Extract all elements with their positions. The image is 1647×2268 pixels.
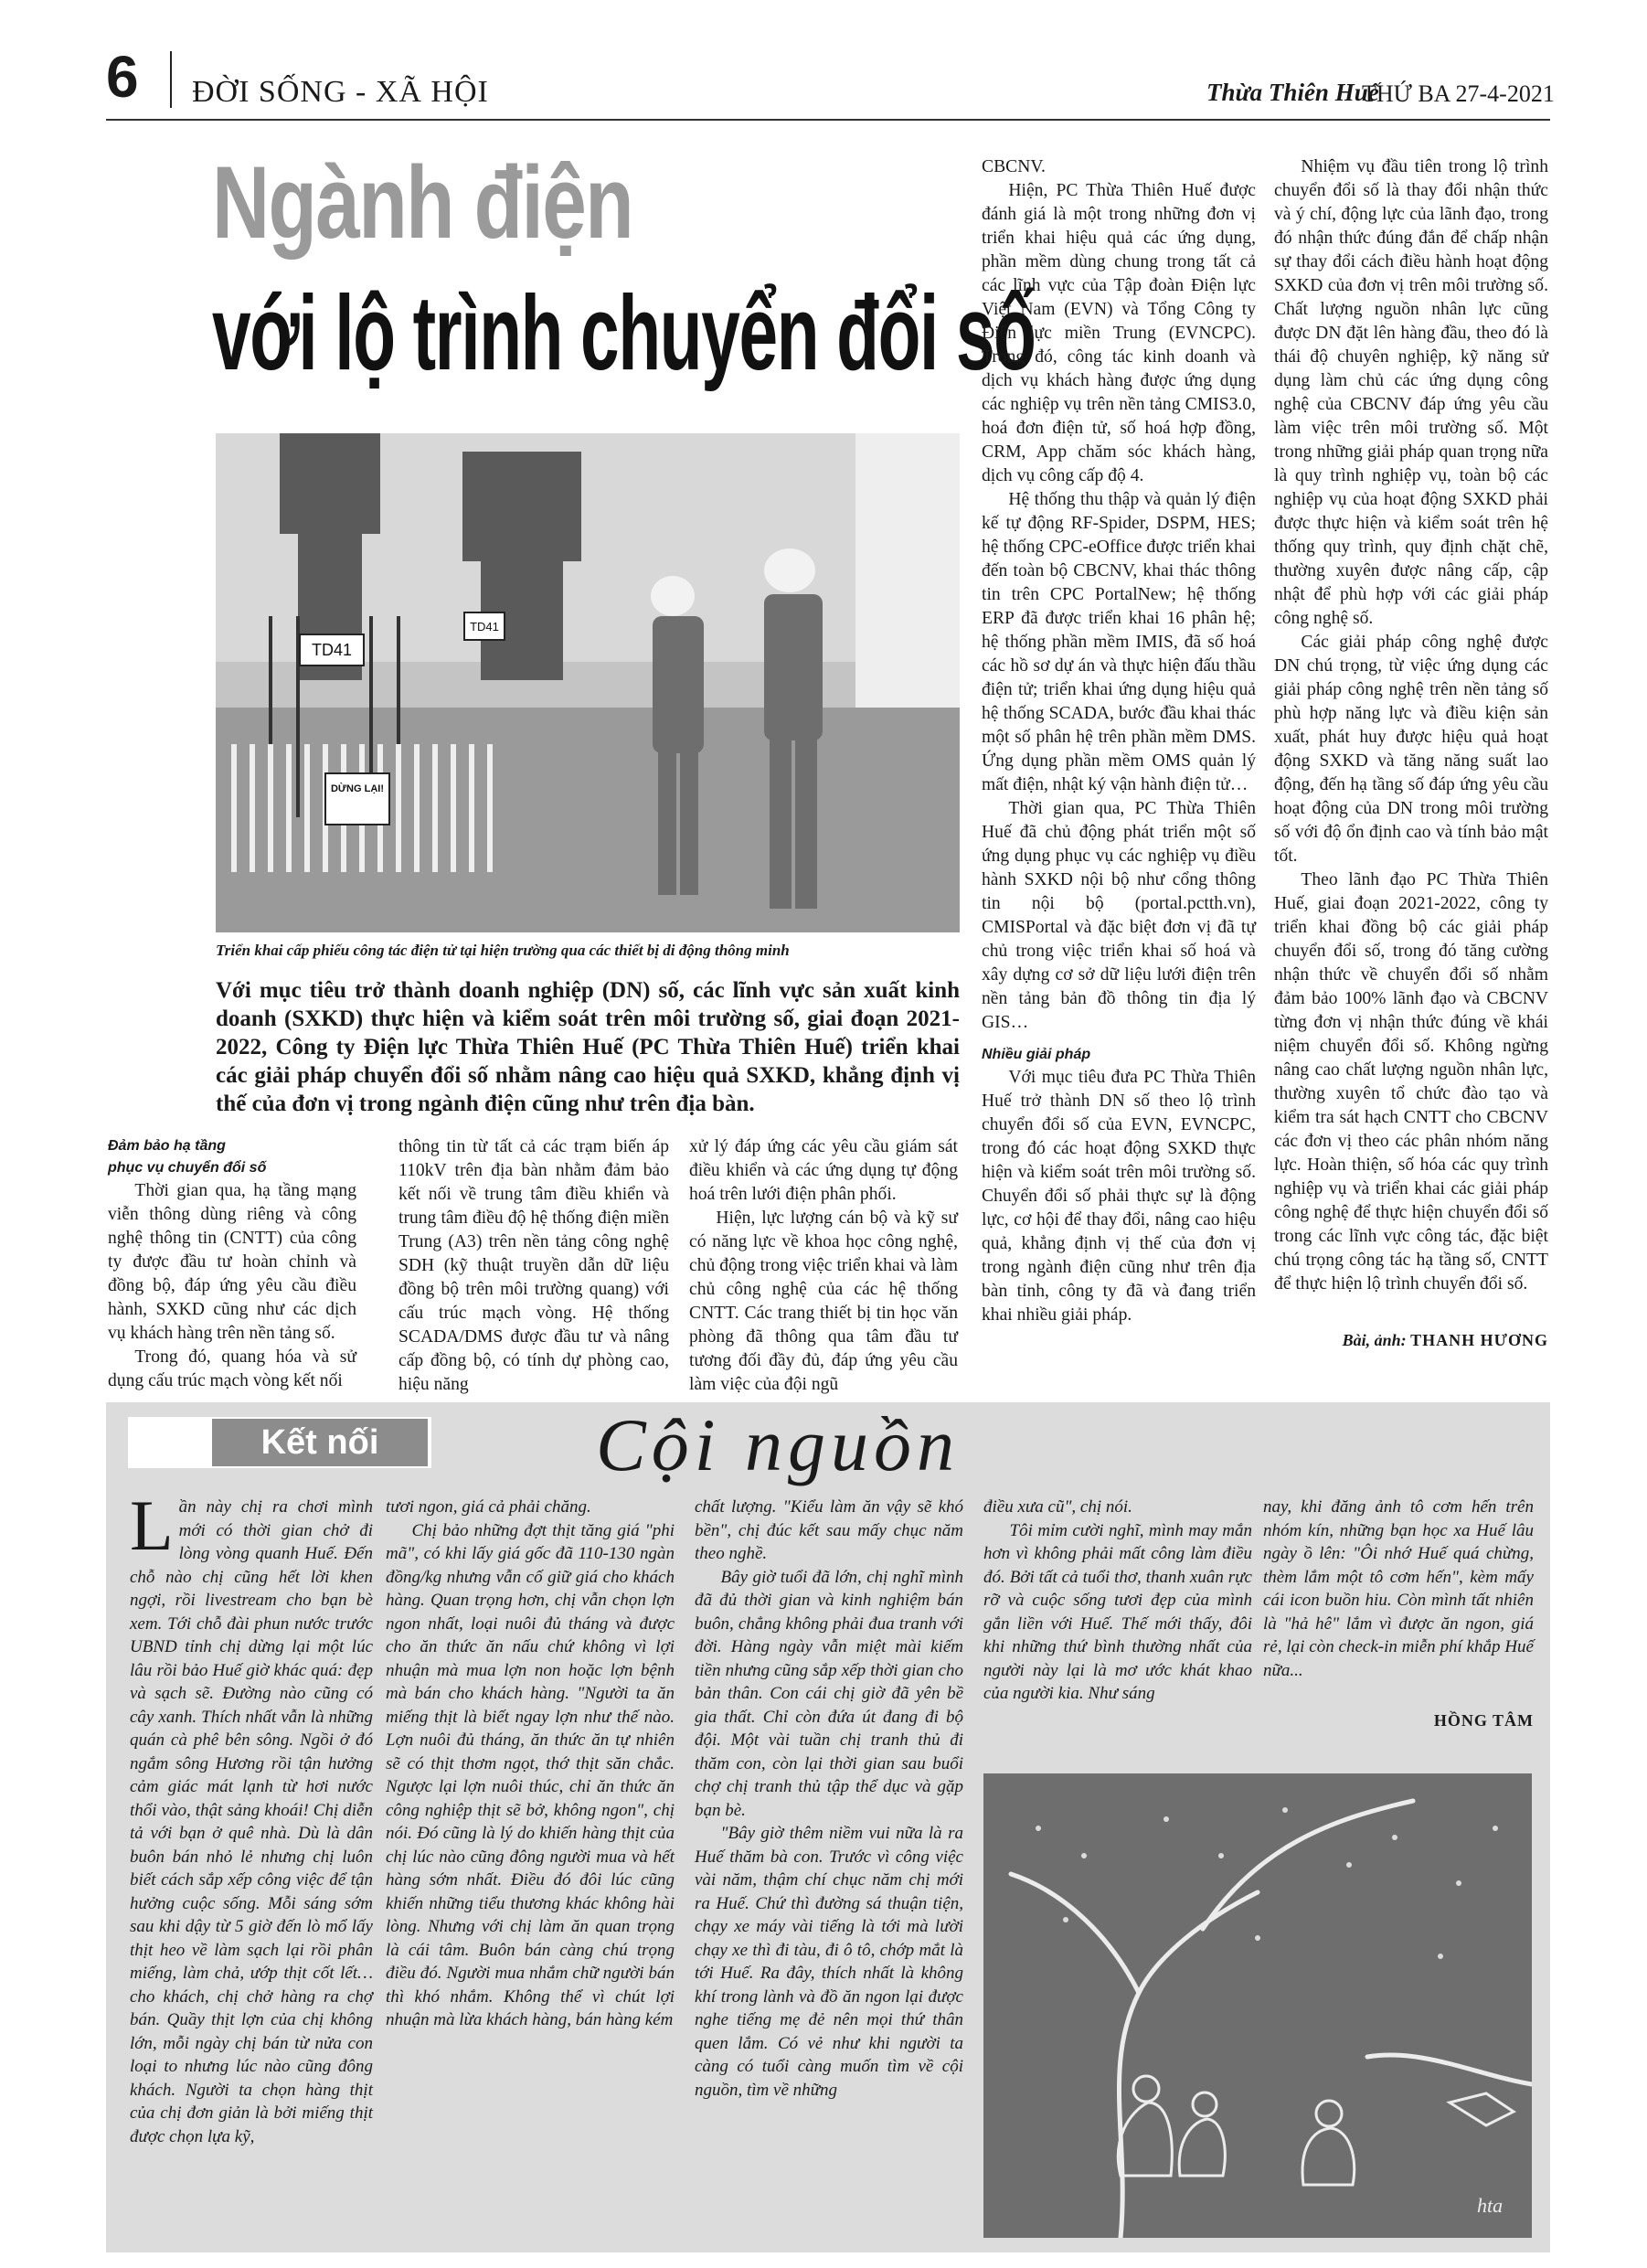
paragraph: ần này chị ra chơi mình mới có thời gian chở đi lòng vòng quanh Huế. Đến chỗ nào chị cũng hết lời khen ngợi, rồi livestream cho bạn bè xem. Tới chỗ đài phun nước trước UBND tỉnh chị dừng lại một lúc lâu rồi bảo Huế giờ khác quá: đẹp và sạch sẽ. Đường nào cũng có cây xanh. Thích nhất vẫn là những quán cà phê bên sông. Ngồi ở đó ngắm sông Hương rồi tận hưởng cảm giác mát lạnh từ hơi nước thổi vào, thật sảng khoái! Chị diễn tả với bạn ở quê nhà. Dù là dân buôn bán nhỏ lẻ nhưng chị luôn biết cách sắp xếp công việc để tận hưởng cuộc sống. Mỗi sáng sớm sau khi dậy từ 5 giờ đến lò mổ lấy thịt heo về làm sạch lại rồi phân miếng, làm chả, ướp thịt cốt lết… cho khách, chị chở hàng ra chợ bán. Quầy thịt lợn của chị không lớn, mỗi ngày chị bán từ nửa con loại to nhưng lúc nào cũng đông khách. Người ta chọn hàng thịt của chị đơn giản là bởi miếng thịt được chọn lựa kỹ, [130, 1497, 373, 2146]
feature-column-3 [695, 1496, 963, 2102]
subheading-1-line-1: Đảm bảo hạ tầng [108, 1138, 226, 1154]
feature-column-5 [1263, 1496, 1534, 1682]
article-column-2 [398, 1135, 669, 1397]
paragraph: Hiện, PC Thừa Thiên Huế được đánh giá là một trong những đơn vị triển khai hiệu quả các ứng dụng, phần mềm dùng chung trong tất cả các lĩnh vực của Tập đoàn Điện lực Việt Nam (EVN) và Tổng Công ty Điện lực miền Trung (EVNCPC). Trong đó, công tác kinh doanh và dịch vụ khách hàng được ứng dụng các nghiệp vụ trên nền tảng CMIS3.0, hoá đơn điện tử, số hoá hợp đồng, CRM, App chăm sóc khách hàng, dịch vụ công cấp độ 4. [982, 181, 1256, 485]
article-photo [216, 433, 960, 932]
paragraph: chất lượng. "Kiểu làm ăn vậy sẽ khó bền", chị đúc kết sau mấy chục năm theo nghề. [695, 1497, 963, 1563]
article-lead: Với mục tiêu trở thành doanh nghiệp (DN) số, các lĩnh vực sản xuất kinh doanh (SXKD) thực hiện và kiểm soát trên môi trường số, giai đoạn 2021-2022, Công ty Điện lực Thừa Thiên Huế (PC Thừa Thiên Huế) triển khai các giải pháp chuyển đổi số nhằm nâng cao hiệu quả SXKD, khẳng định vị thế của đơn vị trong ngành điện cũng như trên địa bàn. [216, 978, 960, 1116]
section-title: ĐỜI SỐNG - XÃ HỘI [192, 75, 489, 109]
paragraph: xử lý đáp ứng các yêu cầu giám sát điều khiển và các ứng dụng tự động hoá trên lưới điện phân phối. [689, 1137, 958, 1204]
paragraph: Trong đó, quang hóa và sử dụng cấu trúc mạch vòng kết nối [108, 1347, 356, 1390]
article-column-5 [1274, 155, 1548, 1296]
article-column-4 [982, 155, 1256, 1327]
paragraph: Thời gian qua, hạ tầng mạng viễn thông dùng riêng và công nghệ thông tin (CNTT) của công ty được đầu tư hoàn chỉnh và đồng bộ, đáp ứng yêu cầu điều hành, SXKD cũng như các dịch vụ khách hàng trên nền tảng số. [108, 1181, 356, 1343]
paragraph: Với mục tiêu đưa PC Thừa Thiên Huế trở thành DN số theo lộ trình chuyển đổi số của EVN, EVNCPC, trong đó các hoạt động SXKD thực hiện và kiểm soát trên môi trường số. Chuyển đổi số phải thực sự là động lực, cơ hội để thay đổi, nâng cao hiệu quả, khẳng định vị thế của đơn vị trong ngành điện cũng như trên địa bàn tỉnh, công ty đã và đang triển khai nhiều giải pháp. [982, 1068, 1256, 1325]
illustration-signature: hta [1477, 2194, 1504, 2217]
photo-caption: Triển khai cấp phiếu công tác điện tử tại hiện trường qua các thiết bị di động thông minh [216, 942, 790, 959]
subheading-2: Nhiều giải pháp [982, 1047, 1091, 1062]
headline-line-1: Ngành điện [212, 145, 633, 260]
feature-column-2 [386, 1496, 675, 2032]
article-byline [1307, 1331, 1548, 1350]
headline-line-2: với lộ trình chuyển đổi số [212, 273, 1036, 392]
paragraph: Các giải pháp công nghệ được DN chú trọng, từ việc ứng dụng các giải pháp công nghệ trên nền tảng số phù hợp năng lực và điều kiện sản xuất, phát huy được hiệu quả hoạt động SXKD và tăng năng suất lao động, đến hạ tầng số đáp ứng yêu cầu hoạt động của DN trong môi trường số với độ ổn định cao và tính bảo mật tốt. [1274, 633, 1548, 866]
paragraph: Hiện, lực lượng cán bộ và kỹ sư có năng lực về khoa học công nghệ, chủ động trong việc triển khai và làm chủ công nghệ của các hệ thống CNTT. Các trang thiết bị tin học văn phòng đã thông qua tâm đầu tư tương đối đầy đủ, đáp ứng yêu cầu làm việc của đội ngũ [689, 1209, 958, 1394]
feature-author: HỒNG TÂM [1433, 1711, 1534, 1730]
feature-column-4 [983, 1496, 1252, 1706]
feature-column-1 [130, 1485, 373, 2148]
feature-tag: Kết nối [260, 1423, 379, 1462]
photo-sign-1: TD41 [311, 641, 353, 659]
paragraph: Theo lãnh đạo PC Thừa Thiên Huế, giai đoạn 2021-2022, công ty triển khai đồng bộ các giải pháp chuyển đổi số, trong đó tăng cường nhận thức về chuyển đổi số nhằm đảm bảo 100% lãnh đạo và CBCNV từng đơn vị nhận thức đúng về khái niệm chuyển đổi số. Không ngừng nâng cao chất lượng nguồn nhân lực, thường xuyên tổ chức đào tạo và kiểm tra sát hạch CNTT cho CBCNV các đơn vị theo các phân nhóm năng lực. Hoàn thiện, số hóa các quy trình nghiệp vụ và triển khai các giải pháp công nghệ để thực hiện chuyển đổi số trong các lĩnh vực công tác, đặc biệt chú trọng công tác hạ tầng số, CNTT để thực hiện lộ trình chuyển đổi số. [1274, 870, 1548, 1294]
paragraph: nay, khi đăng ảnh tô cơm hến trên nhóm kín, những bạn học xa Huế lâu ngày ồ lên: "Ôi nhớ Huế quá chừng, thèm lắm một tô cơm hến", kèm mấy cái icon buồn hiu. Còn mình tất nhiên là "hả hê" lắm vì được ăn ngon, giá rẻ, lại còn check-in miễn phí khắp Huế nữa... [1263, 1497, 1534, 1680]
paragraph: Bây giờ tuổi đã lớn, chị nghĩ mình đã đủ thời gian và kinh nghiệm bán buôn, chẳng không phải đua tranh với đời. Hàng ngày vẫn miệt mài kiếm tiền nhưng cũng sắp xếp thời gian cho bản thân. Con cái chị giờ đã yên bề gia thất. Chỉ còn đứa út đang đi bộ đội. Một vài tuần chị tranh thủ đi thăm con, còn lại thời gian sau buổi chợ chị tranh thủ tập thể dục và gặp bạn bè. [695, 1567, 963, 1820]
photo-warning-sign: DỪNG LẠI! [330, 783, 385, 794]
paragraph: Hệ thống thu thập và quản lý điện kế tự động RF-Spider, DSPM, HES; hệ thống CPC-eOffice được triển khai đến toàn bộ CBCNV, khai thác thông tin trên CPC PortalNew; hệ thống ERP đã được triển khai 16 phân hệ; hệ thống phần mềm IMIS, đã số hoá các hồ sơ dự án và thực hiện đấu thầu điện tử; triển khai ứng dụng hiệu quả hệ thống SCADA, bước đầu khai thác một số phân hệ trên phần mềm DMS. Ứng dụng phần mềm OMS quản lý mất điện, nhật ký vận hành điện tử… [982, 490, 1256, 794]
newspaper-name: Thừa Thiên Huế [1206, 79, 1379, 106]
paragraph: thông tin từ tất cả các trạm biến áp 110kV trên địa bàn nhằm đảm bảo kết nối về trung tâm điều khiển và trung tâm điều độ hệ thống điện miền Trung (A3) trên nền tảng công nghệ SDH (kỹ thuật truyền dẫn dữ liệu đồng bộ trên môi trường quang) với cấu trúc mạch vòng. Hệ thống SCADA/DMS được đầu tư và nâng cấp đồng bộ, có tính dự phòng cao, hiệu năng [398, 1137, 669, 1394]
article-column-1 [108, 1135, 356, 1393]
article-column-3 [689, 1135, 958, 1397]
photo-sign-2: TD41 [470, 620, 499, 634]
paragraph: Tôi mỉm cười nghĩ, mình may mắn hơn vì không phải mất công làm điều đó. Bởi tất cả tuổi thơ, thanh xuân rực rỡ và cuộc sống tươi đẹp của mình gắn liền với Huế. Thế mới thấy, đôi khi những thứ bình thường nhất của người này lại là mơ ước khát khao của người kia. Như sáng [983, 1520, 1252, 1703]
byline-prefix: Bài, ảnh: [1342, 1331, 1407, 1349]
paragraph: "Bây giờ thêm niềm vui nữa là ra Huế thăm bà con. Trước vì công việc vài năm, thậm chí chục năm chị mới ra Huế. Chứ thì đường sá thuận tiện, chạy xe máy vài tiếng là tới mà lười chạy xe thì đi tàu, đi ô tô, chớp mắt là tới Huế. Ra đây, thích nhất là không khí trong lành và đồ ăn ngon lại được nghe tiếng mẹ đẻ nên mọi thứ thân quen lắm. Có vẻ như khi người ta càng có tuổi càng muốn tìm về cội nguồn, tìm về những [695, 1824, 963, 2100]
paragraph: điều xưa cũ", chị nói. [983, 1497, 1132, 1517]
dropcap: L [130, 1485, 174, 1565]
header-rule [106, 119, 1550, 121]
paragraph: CBCNV. [982, 157, 1046, 176]
page-number: 6 [106, 44, 139, 110]
byline-author: THANH HƯƠNG [1410, 1331, 1548, 1349]
feature-title: Cội nguồn [596, 1403, 960, 1486]
paragraph: Chị bảo những đợt thịt tăng giá "phi mã", có khi lấy giá gốc đã 110-130 ngàn đồng/kg nhưng vẫn cố giữ giá cho khách hàng. Quan trọng hơn, chị vẫn chọn lợn ngon nhất, loại nuôi đủ tháng và được cho ăn thức ăn nấu chứ không vì lợi nhuận mà mua lợn non hoặc lợn bệnh mà bán cho khách hàng. "Người ta ăn miếng thịt là biết ngay lợn như thế nào. Lợn nuôi đủ tháng, ăn thức ăn tự nhiên sẽ có thịt thơm ngọt, thớ thịt săn chắc. Ngược lại lợn nuôi thúc, chỉ ăn thức ăn công nghiệp thịt sẽ bở, không ngon", chị nói. Đó cũng là lý do khiến hàng thịt của chị lúc nào cũng đông người mua và hết hàng sớm nhất. Điều đó đôi lúc cũng khiến những tiểu thương khác không hài lòng. Nhưng với chị làm ăn quan trọng là cái tâm. Buôn bán càng chú trọng điều đó. Người mua nhắm chữ người bán thì khó nhắm. Không thể vì chút lợi nhuận mà lừa khách hàng, bán hàng kém [386, 1520, 675, 2029]
subheading-1-line-2: phục vụ chuyển đổi số [108, 1160, 267, 1176]
header-separator [170, 51, 172, 108]
feature-illustration [983, 1773, 1532, 2238]
paragraph: Nhiệm vụ đầu tiên trong lộ trình chuyển đổi số là thay đổi nhận thức và ý chí, động lực của lãnh đạo, trong đó nhận thức đúng đắn để chấp nhận sự thay đổi cách điều hành hoạt động SXKD của đơn vị trên môi trường số. Chất lượng nguồn nhân lực cũng được DN đặt lên hàng đầu, theo đó là thái độ chuyên nghiệp, kỹ năng sử dụng làm chủ các ứng dụng công nghệ của CBCNV đáp ứng yêu cầu làm việc trên môi trường số. Một trong những giải pháp quan trọng nữa là quy trình nghiệp vụ, toàn bộ các nghiệp vụ của hoạt động SXKD phải được thực hiện và kiểm soát trên hệ thống quy trình, quy định chặt chẽ, thường xuyên được nâng cấp, cập nhật để phù hợp với các giải pháp công nghệ số. [1274, 157, 1548, 628]
issue-date: THỨ BA 27-4-2021 [1362, 80, 1555, 107]
paragraph: tươi ngon, giá cả phải chăng. [386, 1497, 591, 1517]
paragraph: Thời gian qua, PC Thừa Thiên Huế đã chủ động phát triển một số ứng dụng phục vụ các nghiệp vụ điều hành SXKD nội bộ như cổng thông tin nội bộ (portal.pctth.vn), CMISPortal và đặc biệt đơn vị đã tự chủ trong việc triển khai số hoá và xây dựng cơ sở dữ liệu lưới điện trên nền tảng bản đồ thông tin địa lý GIS… [982, 799, 1256, 1032]
